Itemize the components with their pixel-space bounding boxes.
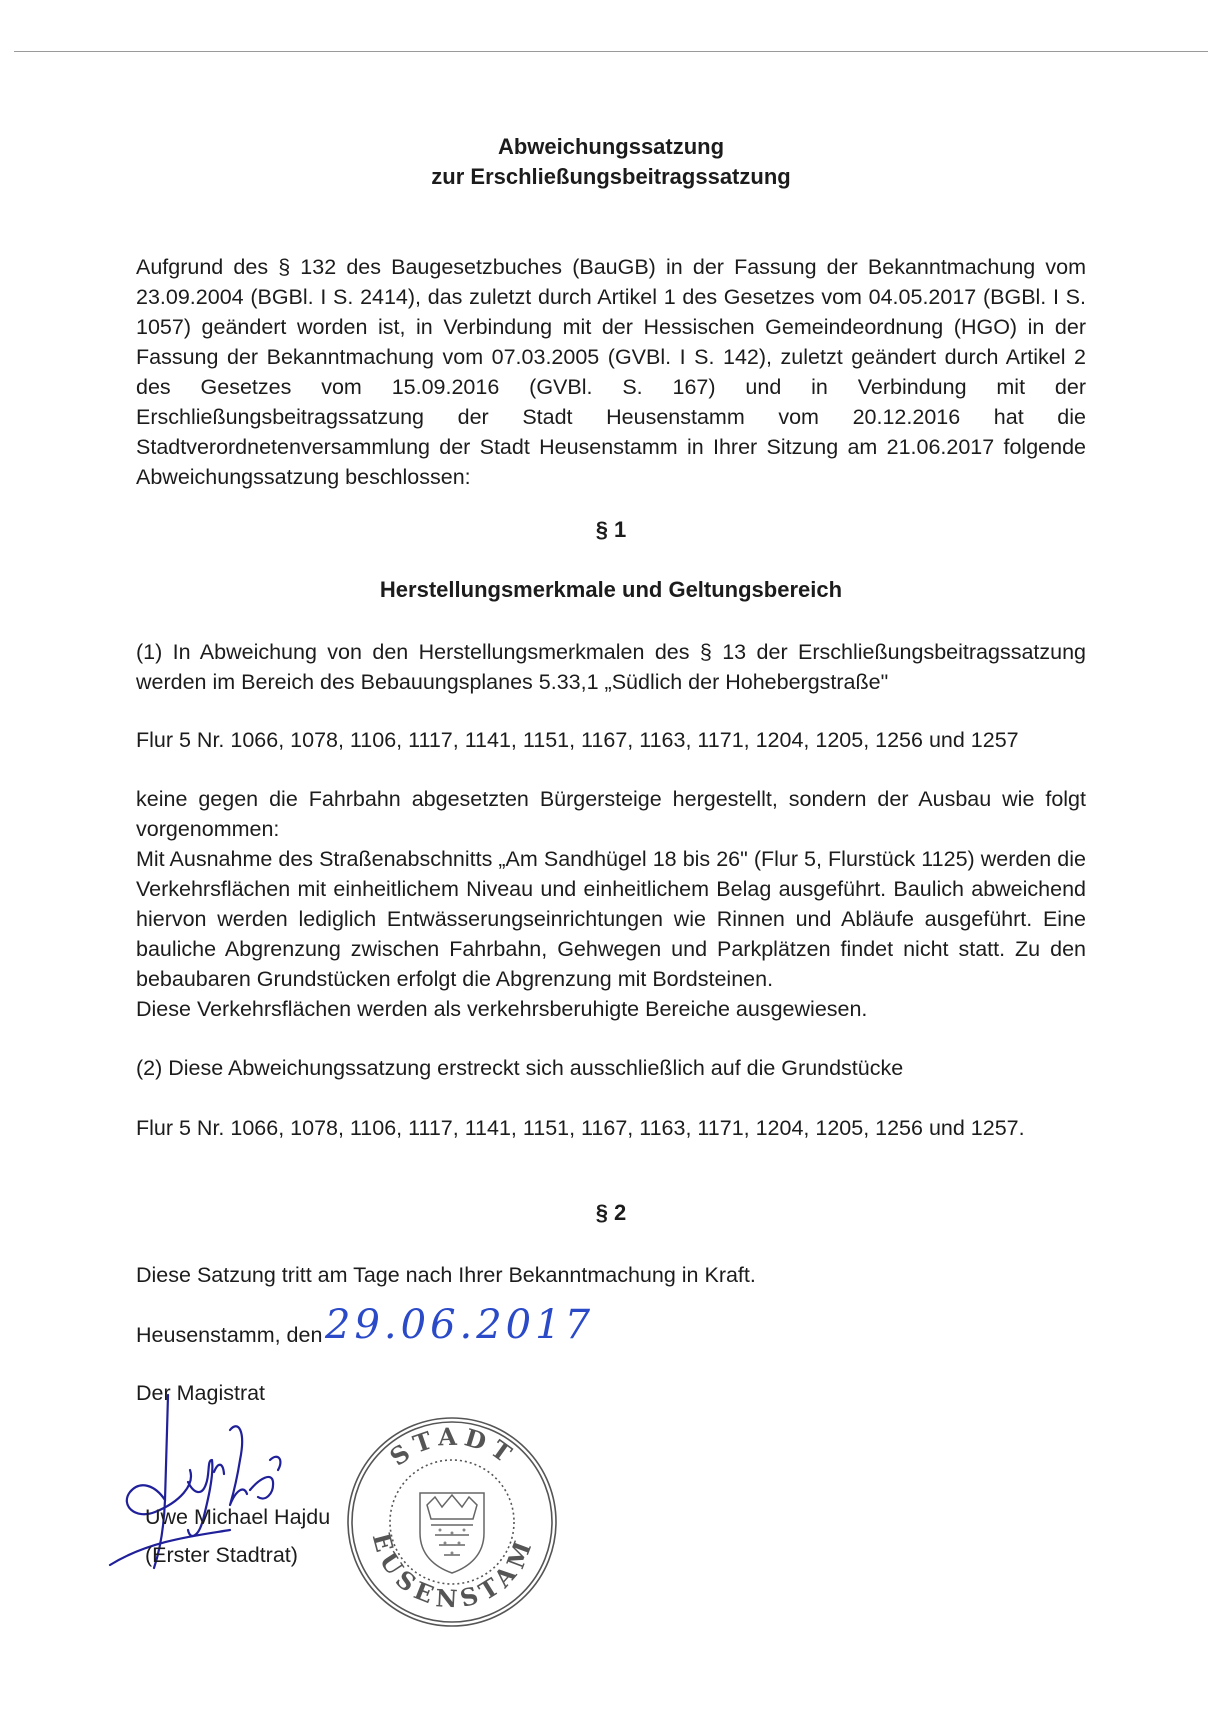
- top-rule: [14, 51, 1208, 52]
- authority-label: Der Magistrat: [136, 1381, 266, 1405]
- section-2-number: § 2: [595, 1200, 627, 1225]
- section-1-paragraph-1: (1) In Abweichung von den Herstellungsmerkmalen des § 13 der Erschließungsbeitragssatzung werden im Bereich des Bebauungsplanes 5.33,1 „Südlich der Hohebergstraße": [136, 640, 1086, 694]
- section-1-paragraph-2: keine gegen die Fahrbahn abgesetzten Bürgersteige hergestellt, sondern der Ausbau wie folgt vorgenommen:: [136, 787, 1086, 841]
- svg-text:HEUSENSTAMM: HEUSENSTAMM: [328, 1392, 540, 1614]
- flur-list-1: Flur 5 Nr. 1066, 1078, 1106, 1117, 1141, 1151, 1167, 1163, 1171, 1204, 1205, 1256 und 1257: [136, 728, 1019, 752]
- svg-text:STADT: STADT: [384, 1421, 522, 1472]
- document-title: Abweichungssatzung: [497, 134, 725, 159]
- handwritten-date: 29.06.2017: [325, 1302, 595, 1348]
- city-seal-image: [328, 1392, 560, 1630]
- section-1-number: § 1: [595, 517, 627, 542]
- section-1-paragraph-4: Diese Verkehrsflächen werden als verkehrsberuhigte Bereiche ausgewiesen.: [136, 997, 868, 1021]
- section-1-heading: Herstellungsmerkmale und Geltungsbereich: [379, 577, 843, 602]
- place-label: Heusenstamm, den: [136, 1323, 323, 1347]
- preamble: Aufgrund des § 132 des Baugesetzbuches (BauGB) in der Fassung der Bekanntmachung vom 23.09.2004 (BGBl. I S. 2414), das zuletzt durch Artikel 1 des Gesetzes vom 04.05.2017 (BGBl. I S. 1057) geändert worden ist, in Verbindung mit der Hessischen Gemeindeordnung (HGO) in der Fassung der Bekanntmachung vom 07.03.2005 (GVBl. I S. 142), zuletzt geändert durch Artikel 2 des Gesetzes vom 15.09.2016 (GVBl. S. 167) und in Verbindung mit der Erschließungsbeitragssatzung der Stadt Heusenstamm vom 20.12.2016 hat die Stadtverordnetenversammlung der Stadt Heusenstamm in Ihrer Sitzung am 21.06.2017 folgende Abweichungssatzung beschlossen:: [136, 255, 1086, 489]
- section-1-paragraph-5: (2) Diese Abweichungssatzung erstreckt sich ausschließlich auf die Grundstücke: [136, 1056, 904, 1080]
- signer-title: (Erster Stadtrat): [145, 1543, 298, 1567]
- section-2-text: Diese Satzung tritt am Tage nach Ihrer Bekanntmachung in Kraft.: [136, 1263, 756, 1287]
- signer-name: Uwe Michael Hajdu: [145, 1505, 331, 1529]
- document-subtitle: zur Erschließungsbeitragssatzung: [431, 164, 791, 189]
- section-1-paragraph-3: Mit Ausnahme des Straßenabschnitts „Am Sandhügel 18 bis 26" (Flur 5, Flurstück 1125) werden die Verkehrsflächen mit einheitlichem Niveau und einheitlichem Belag ausgeführt. Baulich abweichend hiervon werden lediglich Entwässerungseinrichtungen wie Rinnen und Abläufe ausgeführt. Eine bauliche Abgrenzung zwischen Fahrbahn, Gehwegen und Parkplätzen findet nicht statt. Zu den bebaubaren Grundstücken erfolgt die Abgrenzung mit Bordsteinen.: [136, 847, 1086, 991]
- flur-list-2: Flur 5 Nr. 1066, 1078, 1106, 1117, 1141, 1151, 1167, 1163, 1171, 1204, 1205, 1256 und 1257.: [136, 1116, 1025, 1140]
